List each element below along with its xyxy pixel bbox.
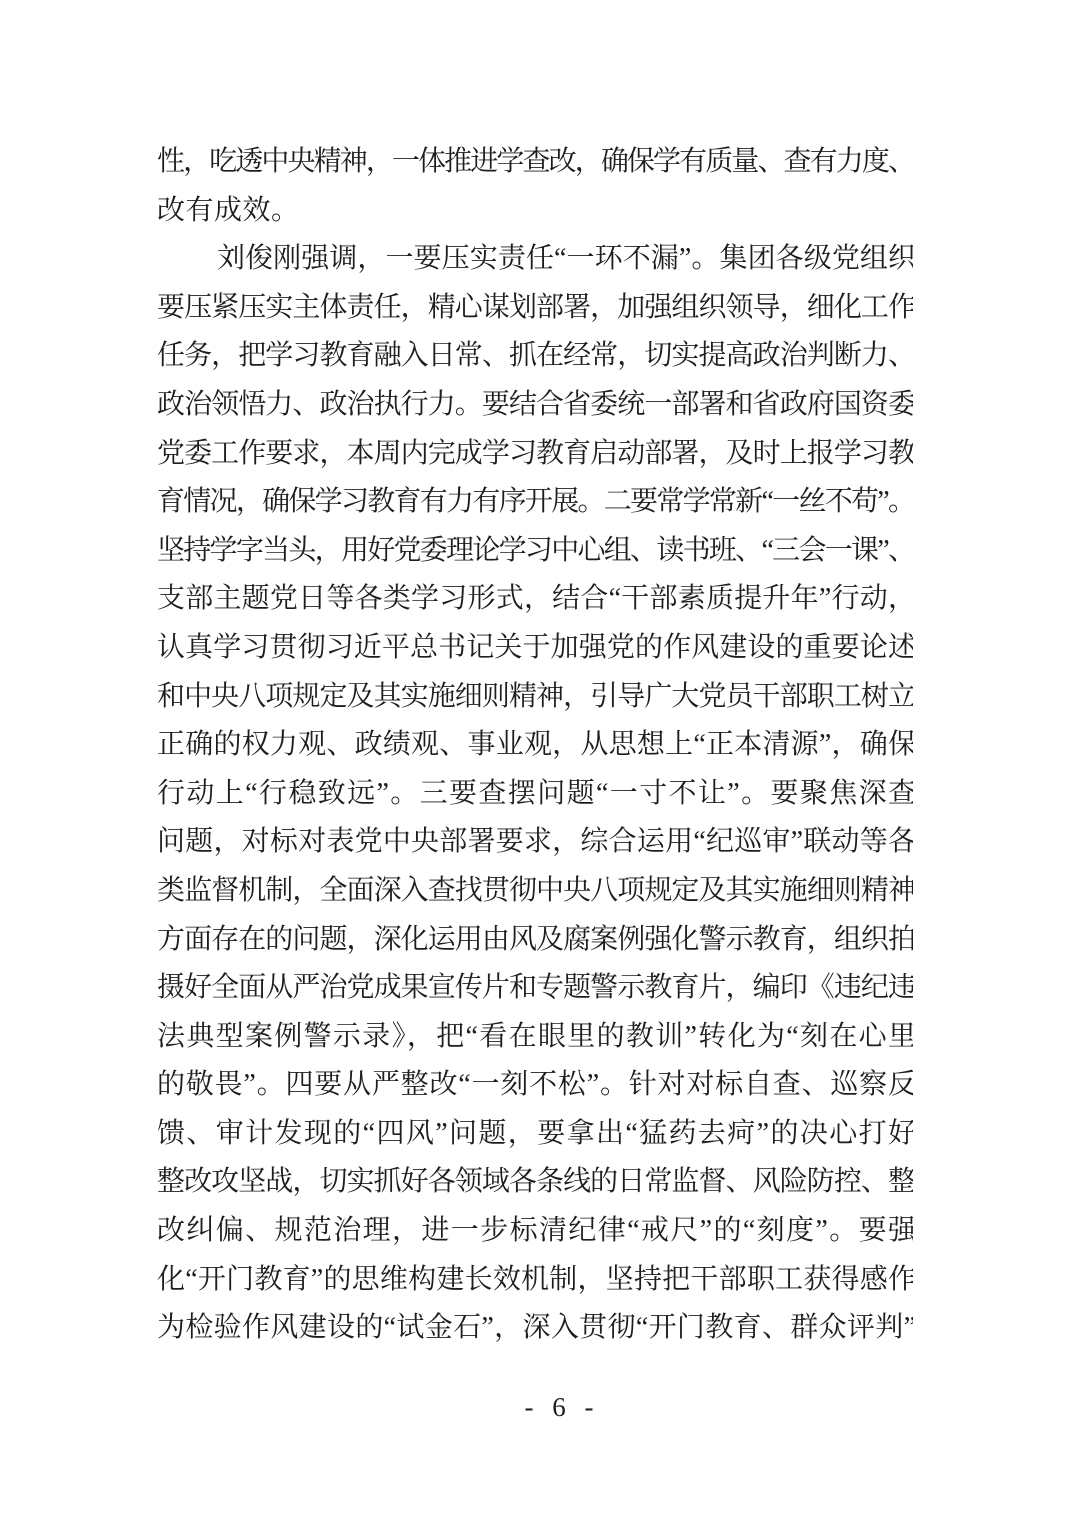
text-line: 和中央八项规定及其实施细则精神，引导广大党员干部职工树立 <box>157 680 913 712</box>
text-line: 要压紧压实主体责任，精心谋划部署，加强组织领导，细化工作 <box>157 291 913 323</box>
text-line: 支部主题党日等各类学习形式，结合“干部素质提升年”行动， <box>157 583 913 615</box>
document-body <box>157 138 913 1353</box>
text-line: 为检验作风建设的“试金石”，深入贯彻“开门教育、群众评判” <box>157 1312 913 1344</box>
text-line: 馈、审计发现的“四风”问题，要拿出“猛药去疴”的决心打好 <box>157 1117 913 1149</box>
text-line: 类监督机制，全面深入查找贯彻中央八项规定及其实施细则精神 <box>157 874 913 906</box>
text-line: 性，吃透中央精神，一体推进学查改，确保学有质量、查有力度、 <box>157 146 913 177</box>
page-footer <box>0 1392 1074 1423</box>
text-line: 坚持学字当头，用好党委理论学习中心组、读书班、“三会一课”、 <box>157 534 913 566</box>
text-line: 改有成效。 <box>157 194 300 226</box>
text-line: 法典型案例警示录》，把“看在眼里的教训”转化为“刻在心里 <box>157 1020 913 1052</box>
text-line: 育情况，确保学习教育有力有序开展。二要常学常新“一丝不苟”。 <box>157 486 913 518</box>
text-line: 整改攻坚战，切实抓好各领域各条线的日常监督、风险防控、整 <box>157 1166 913 1198</box>
text-line: 党委工作要求，本周内完成学习教育启动部署，及时上报学习教 <box>157 437 913 469</box>
text-line: 刘俊刚强调，一要压实责任“一环不漏”。集团各级党组织 <box>217 243 913 275</box>
text-line: 任务，把学习教育融入日常、抓在经常，切实提高政治判断力、 <box>157 340 913 372</box>
text-line: 改纠偏、规范治理，进一步标清纪律“戒尺”的“刻度”。要强 <box>157 1215 913 1247</box>
text-line: 认真学习贯彻习近平总书记关于加强党的作风建设的重要论述 <box>157 631 913 663</box>
text-line: 化“开门教育”的思维构建长效机制，坚持把干部职工获得感作 <box>157 1263 913 1295</box>
text-line: 问题，对标对表党中央部署要求，综合运用“纪巡审”联动等各 <box>157 826 913 858</box>
page-number: - 6 - <box>524 1392 600 1422</box>
text-line: 正确的权力观、政绩观、事业观，从思想上“正本清源”，确保 <box>157 729 913 761</box>
text-line: 摄好全面从严治党成果宣传片和专题警示教育片，编印《违纪违 <box>157 972 913 1004</box>
text-line: 的敬畏”。四要从严整改“一刻不松”。针对对标自查、巡察反 <box>157 1069 913 1101</box>
text-line: 行动上“行稳致远”。三要查摆问题“一寸不让”。要聚焦深查 <box>157 777 913 809</box>
text-line: 政治领悟力、政治执行力。要结合省委统一部署和省政府国资委 <box>157 388 913 420</box>
text-line: 方面存在的问题，深化运用由风及腐案例强化警示教育，组织拍 <box>157 923 913 955</box>
